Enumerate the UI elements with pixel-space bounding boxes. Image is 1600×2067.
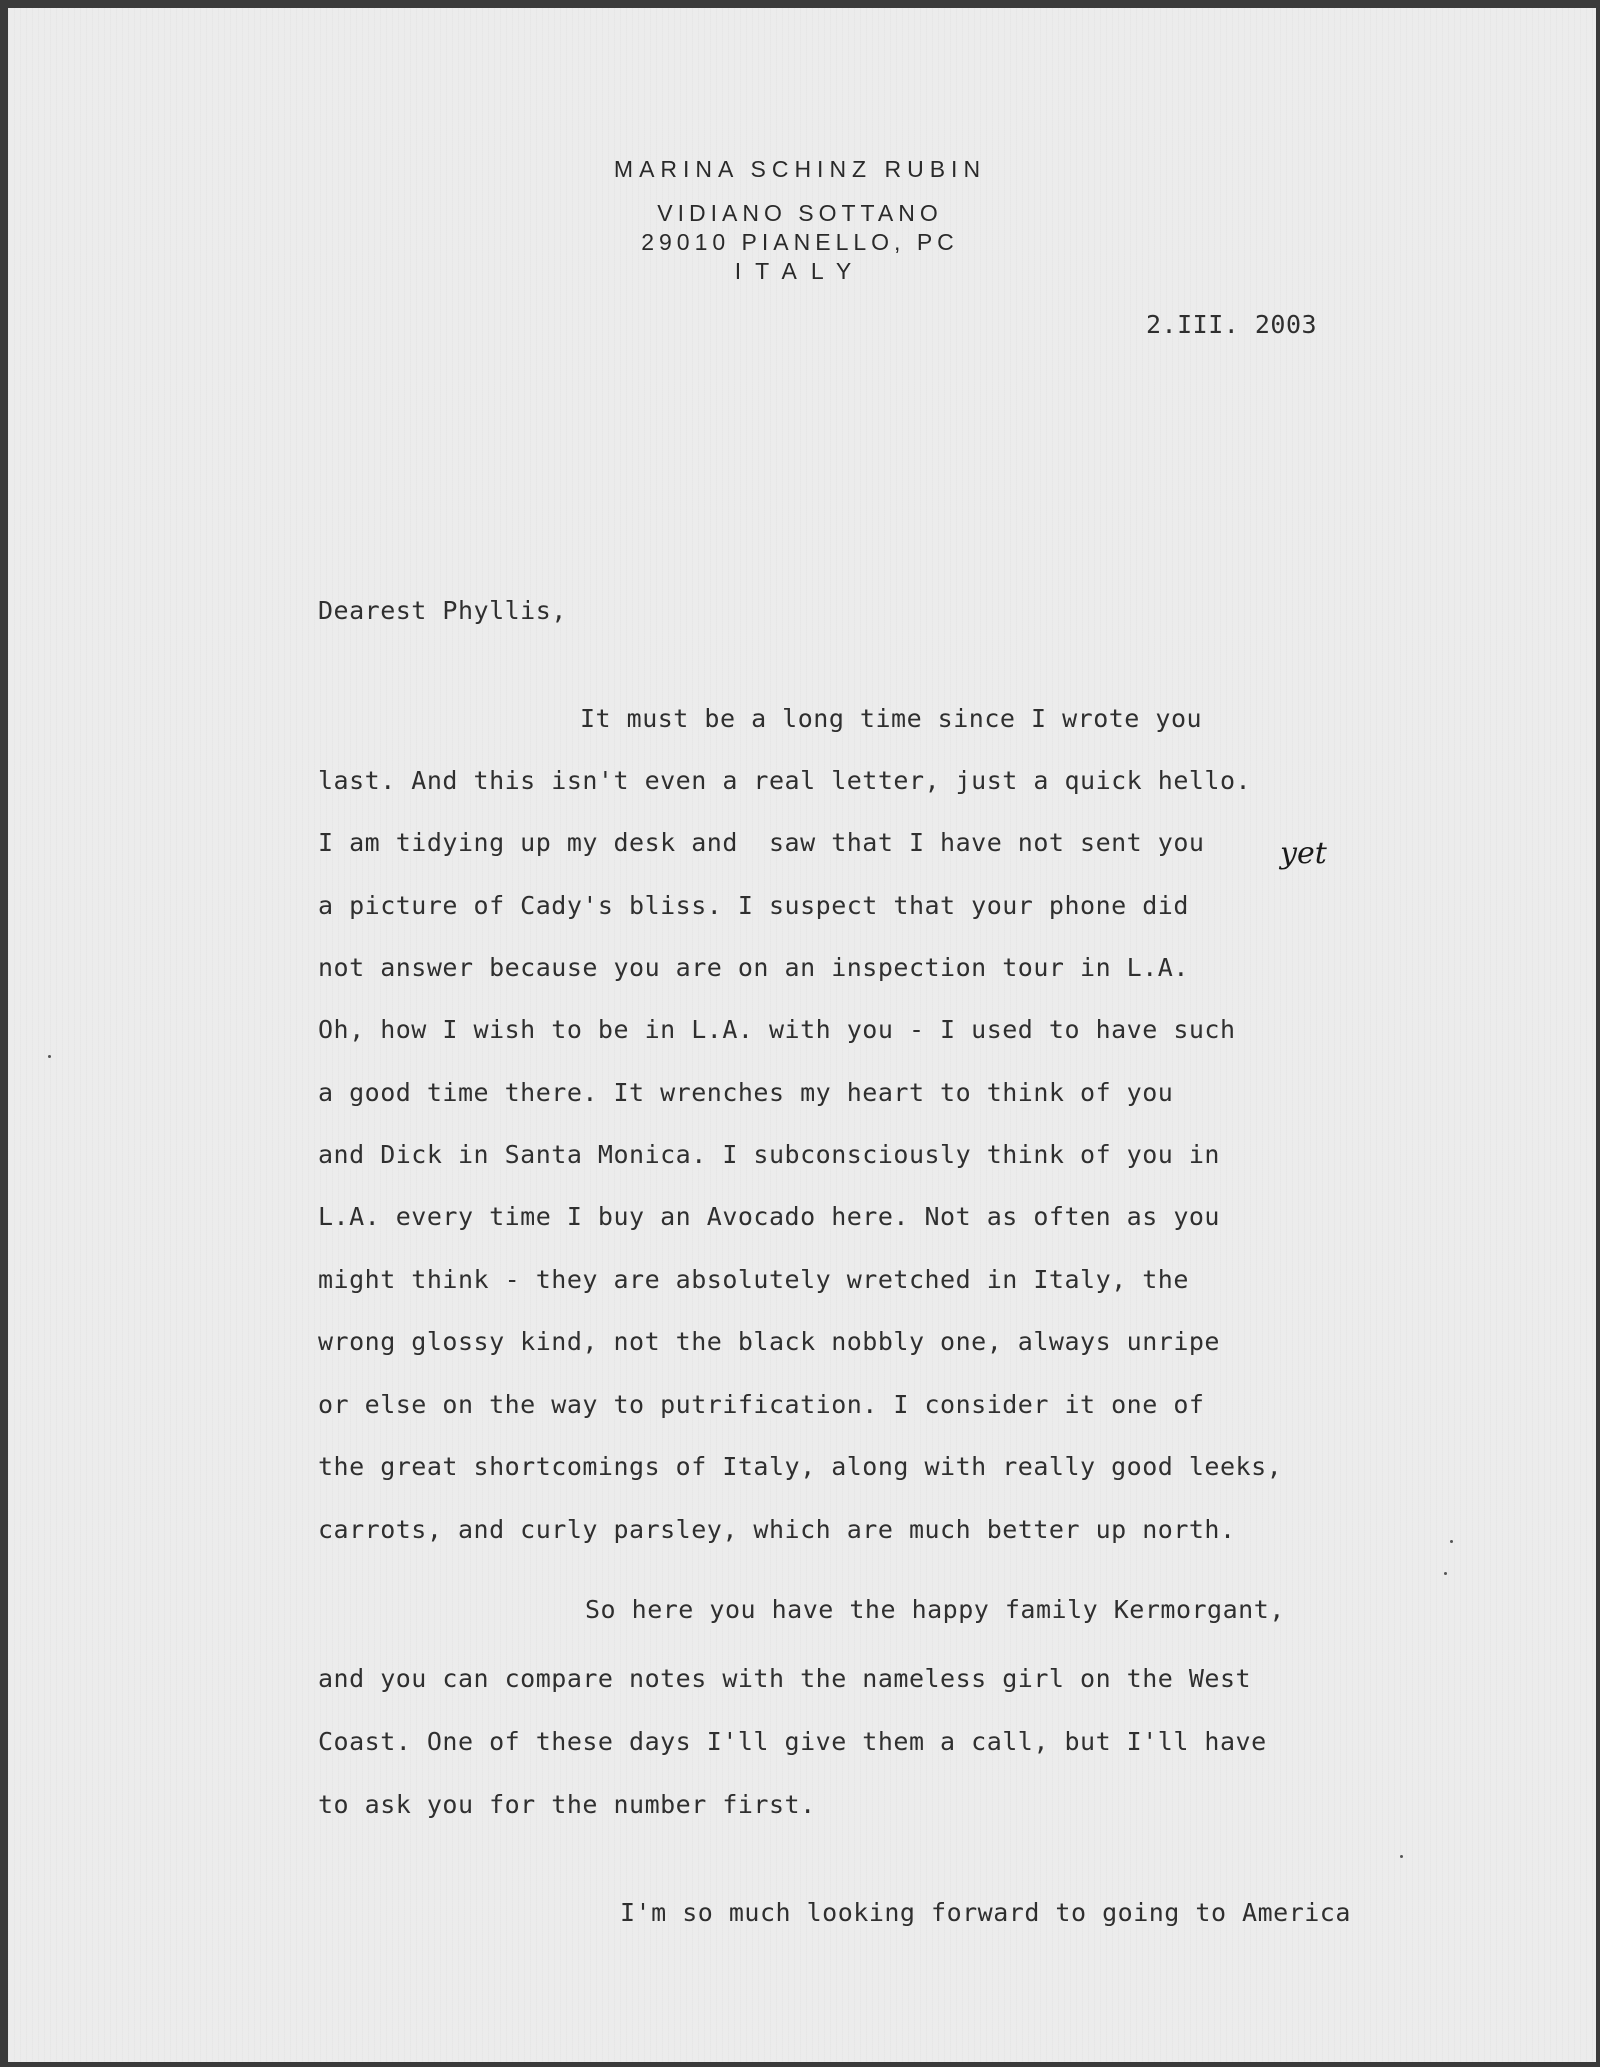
paragraph1-line: L.A. every time I buy an Avocado here. Not as often as you	[318, 1202, 1220, 1231]
letter-date: 2.III. 2003	[1146, 310, 1318, 339]
paragraph2-line: Coast. One of these days I'll give them a call, but I'll have	[318, 1727, 1267, 1756]
paragraph1-line: not answer because you are on an inspection tour in L.A.	[318, 953, 1189, 982]
letterhead-address-line3: ITALY	[734, 258, 866, 284]
paragraph2-line: to ask you for the number first.	[318, 1790, 816, 1819]
paragraph3-line: I'm so much looking forward to going to America	[620, 1898, 1351, 1927]
paragraph1-line: I am tidying up my desk and saw that I have not sent you	[318, 828, 1205, 857]
paper-speck	[1450, 1540, 1453, 1543]
letterhead-address-line1: VIDIANO SOTTANO	[657, 200, 943, 226]
paragraph2-line: So here you have the happy family Kermorgant,	[585, 1595, 1285, 1624]
paper-speck	[48, 1055, 51, 1058]
letterhead-address-line2: 29010 PIANELLO, PC	[641, 229, 959, 255]
paragraph1-line: a good time there. It wrenches my heart to think of you	[318, 1078, 1174, 1107]
letterhead-name: MARINA SCHINZ RUBIN	[613, 156, 987, 182]
paragraph1-line: might think - they are absolutely wretched in Italy, the	[318, 1265, 1189, 1294]
handwritten-insert: yet	[1280, 836, 1327, 871]
paragraph1-line: the great shortcomings of Italy, along with really good leeks,	[318, 1452, 1283, 1481]
paper-speck	[1444, 1572, 1447, 1575]
paragraph1-line: wrong glossy kind, not the black nobbly one, always unripe	[318, 1327, 1220, 1356]
paragraph1-line: Oh, how I wish to be in L.A. with you - I used to have such	[318, 1015, 1236, 1044]
paragraph1-line: last. And this isn't even a real letter, just a quick hello.	[318, 766, 1252, 795]
paragraph1-line: and Dick in Santa Monica. I subconsciously think of you in	[318, 1140, 1220, 1169]
paper-speck	[1400, 1855, 1403, 1858]
paragraph1-line: a picture of Cady's bliss. I suspect that your phone did	[318, 891, 1189, 920]
paragraph1-line: It must be a long time since I wrote you	[580, 704, 1203, 733]
salutation: Dearest Phyllis,	[318, 596, 567, 625]
paragraph1-line: carrots, and curly parsley, which are much better up north.	[318, 1515, 1236, 1544]
paragraph2-line: and you can compare notes with the nameless girl on the West	[318, 1664, 1252, 1693]
paragraph1-line: or else on the way to putrification. I consider it one of	[318, 1390, 1205, 1419]
